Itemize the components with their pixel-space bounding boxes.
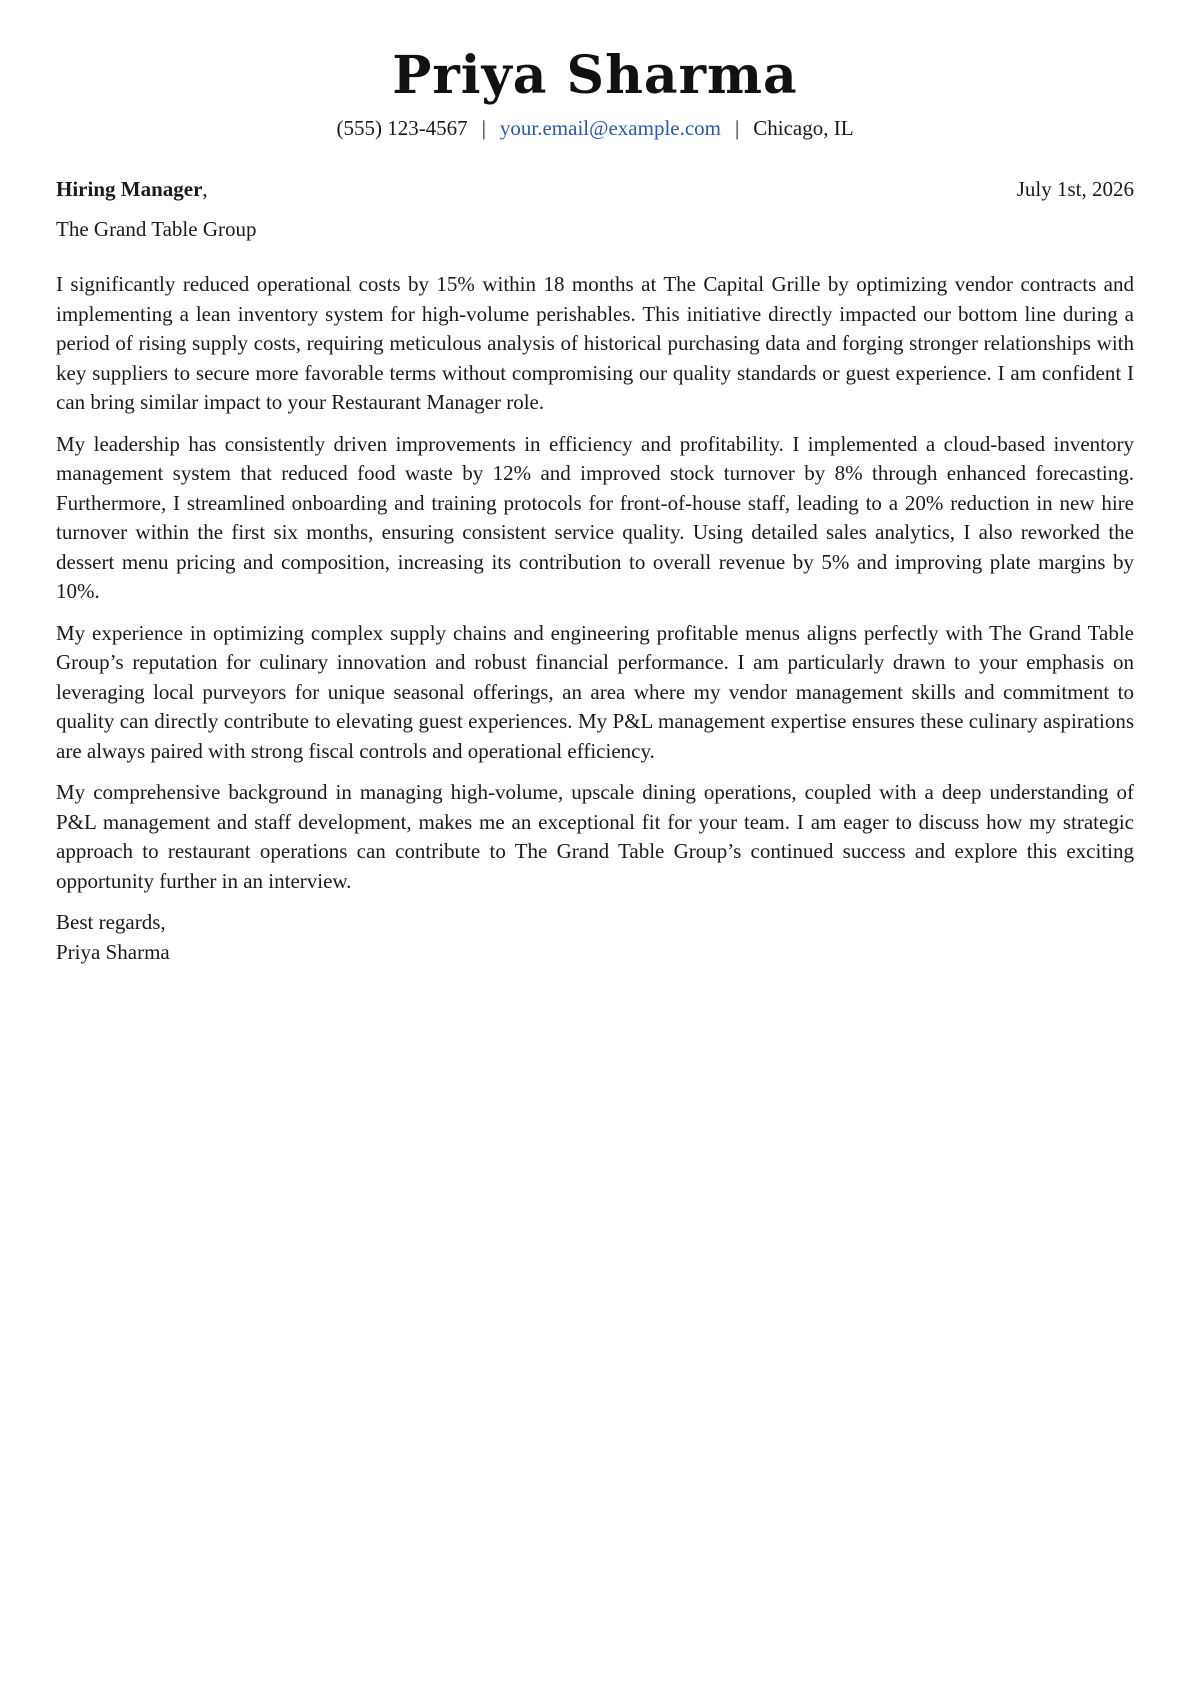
recipient-name: Hiring Manager [56,177,203,201]
closing-block [56,908,1134,967]
body-paragraph: My leadership has consistently driven improvements in efficiency and profitability. I implemented a cloud-based inventory management system that reduced food waste by 12% and improved stock turnover by 8% through enhanced forecasting. Furthermore, I streamlined onboarding and training protocols for front-of-house staff, leading to a 20% reduction in new hire turnover within the first six months, ensuring consistent service quality. Using detailed sales analytics, I also reworked the dessert menu pricing and composition, increasing its contribution to overall revenue by 5% and improving plate margins by 10%. [56,431,1134,603]
recipient-line [56,174,208,204]
applicant-name: Priya Sharma [392,45,798,106]
contact-separator: | [481,116,486,140]
signature-name: Priya Sharma [56,939,170,964]
location: Chicago, IL [753,116,854,140]
recipient-name-suffix: , [202,177,208,201]
letter-date: July 1st, 2026 [1016,177,1134,201]
recipient-company: The Grand Table Group [56,217,257,241]
phone-number: (555) 123-4567 [336,116,468,140]
contact-line [56,114,1134,142]
email-link[interactable]: your.email@example.com [499,116,722,140]
recipient-row [56,174,1134,204]
contact-separator: | [735,116,740,140]
body-paragraph: My experience in optimizing complex supply chains and engineering profitable menus aligns perfectly with The Grand Table Group’s reputation for culinary innovation and robust financial performance. I am particularly drawn to your emphasis on leveraging local purveyors for unique seasonal offerings, an area where my vendor management skills and commitment to quality can directly contribute to elevating guest experiences. My P&L management expertise ensures these culinary aspirations are always paired with strong fiscal controls and operational efficiency. [56,620,1134,763]
letter-body [56,270,1134,896]
body-paragraph: I significantly reduced operational costs by 15% within 18 months at The Capital Grille by optimizing vendor contracts and implementing a lean inventory system for high-volume perishables. This initiative directly impacted our bottom line during a period of rising supply costs, requiring meticulous analysis of historical purchasing data and forging stronger relationships with key suppliers to secure more favorable terms without compromising our quality standards or guest experience. I am confident I can bring similar impact to your Restaurant Manager role. [56,272,1134,414]
body-paragraph: My comprehensive background in managing high-volume, upscale dining operations, coupled with a deep understanding of P&L management and staff development, makes me an exceptional fit for your team. I am eager to discuss how my strategic approach to restaurant operations can contribute to The Grand Table Group’s continued success and explore this exciting opportunity further in an interview. [56,780,1134,893]
closing-salutation: Best regards, [56,910,166,934]
